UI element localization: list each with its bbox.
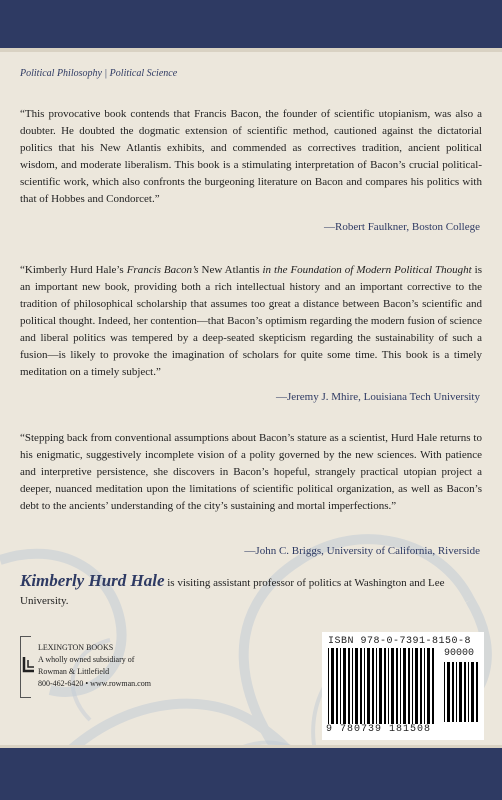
barcode-bar [384, 648, 386, 724]
barcode-bar [348, 648, 350, 724]
review-attribution-3 [244, 544, 480, 558]
quote-text: is an important new book, providing both a rich intellectual history and an important corrective to the tradition of philosophical scholarship that assumes too great a distance between Bacon’s scientific and political thought. Indeed, her contention—that Bacon’s optimism regarding the modern fusion of science and liberal politics was tempered by a deep-seated skepticism regarding the sustainability of such a fusion—is likely to provoke the imagination of scholars for quite some time. This book is a timely meditation on a timely subject.” [20, 264, 482, 378]
barcode-bar [471, 662, 474, 722]
barcode-bar [420, 648, 422, 724]
reviewer-name: —John C. Briggs, [244, 545, 324, 557]
barcode-bar [367, 648, 370, 724]
barcode-bar [403, 648, 406, 724]
author-bio-text: is visiting assistant professor of politics at Washington and Lee University. [20, 577, 445, 607]
barcode-bar [432, 648, 434, 724]
barcode-bar [355, 648, 358, 724]
barcode-bar [400, 648, 401, 724]
category-label: Political Philosophy | Political Science [20, 68, 178, 79]
quote-text: “Kimberly Hurd Hale’s [20, 264, 127, 276]
isbn-barcode-block [322, 632, 484, 740]
barcode-bar [372, 648, 374, 724]
reviewer-name: —Jeremy J. Mhire, [275, 391, 361, 403]
barcode-bar [343, 648, 346, 724]
barcode-bar [408, 648, 410, 724]
ean-barcode [328, 648, 438, 724]
publisher-name: LEXINGTON BOOKS [38, 643, 114, 652]
barcode-bar [364, 648, 365, 724]
barcode-bar [468, 662, 469, 722]
review-attribution-2 [276, 390, 480, 404]
barcode-bar [376, 648, 377, 724]
barcode-bar [391, 648, 394, 724]
barcode-bar [447, 662, 450, 722]
publisher-line: Rowman & Littlefield [38, 667, 110, 676]
author-bio [20, 572, 482, 610]
barcode-bar [456, 662, 457, 722]
review-quote-3: “Stepping back from conventional assumptions about Bacon’s stature as a scientist, Hurd Hale returns to his enigmatic, suggestively incomplete vision of a polity governed by the new sciences. With patience and interpretive persistence, she discovers in Bacon’s hopeful, strangely practical utopian project a deeper, nuanced meditation upon the limitations of scientific political organization, as well as Bacon’s debt to the ancients’ understanding of the city’s sustaining and mortal imperfections.” [20, 432, 482, 512]
barcode-bar [464, 662, 466, 722]
barcode-bar [424, 648, 425, 724]
barcode-bar [396, 648, 398, 724]
publisher-contact: 800-462-6420 • www.rowman.com [38, 679, 151, 688]
book-title-part: in the Foundation of Modern Political Thought [262, 264, 472, 276]
price-barcode [444, 662, 480, 722]
barcode-bar [352, 648, 353, 724]
reviewer-affiliation: University of California, Riverside [323, 545, 480, 557]
publisher-logo-icon [22, 656, 36, 674]
book-title-part: New Atlantis [198, 264, 263, 276]
barcode-bar [459, 662, 462, 722]
bottom-band [0, 748, 502, 800]
barcode-bar [379, 648, 382, 724]
barcode-bar [427, 648, 430, 724]
isbn-label: ISBN 978-0-7391-8150-8 [328, 636, 472, 647]
review-quote-2 [20, 262, 482, 381]
ean-digits: 9 780739 181508 [326, 724, 432, 735]
book-title-part: Francis Bacon’s [126, 264, 199, 276]
author-name: Kimberly Hurd Hale [20, 571, 165, 590]
publisher-line: A wholly owned subsidiary of [38, 655, 135, 664]
barcode-bar [476, 662, 478, 722]
barcode-bar [388, 648, 389, 724]
barcode-bar [360, 648, 362, 724]
reviewer-name: —Robert Faulkner, [324, 221, 410, 233]
reviewer-affiliation: Boston College [409, 221, 480, 233]
barcode-bar [444, 662, 445, 722]
barcode-bar [412, 648, 413, 724]
price-code: 90000 [444, 648, 475, 659]
publisher-info [38, 642, 151, 690]
reviewer-affiliation: Louisiana Tech University [360, 391, 480, 403]
review-quote-1: “This provocative book contends that Francis Bacon, the founder of scientific utopianism, was also a doubter. He doubted the dogmatic extension of scientific method, cautioned against the dictatorial politics that his New Atlantis exhibits, and commended as correctives tradition, ancient political wisdom, and moderate liberalism. This book is a stimulating interpretation of Bacon’s crucial political-scientific work, which also confronts the burgeoning literature on Bacon and compares his politics with that of Hobbes and Condorcet.” [20, 108, 482, 205]
barcode-bar [452, 662, 454, 722]
barcode-bar [415, 648, 418, 724]
barcode-bar [340, 648, 341, 724]
barcode-bar [328, 648, 329, 724]
review-attribution-1 [324, 220, 480, 234]
barcode-bar [336, 648, 338, 724]
barcode-bar [331, 648, 334, 724]
